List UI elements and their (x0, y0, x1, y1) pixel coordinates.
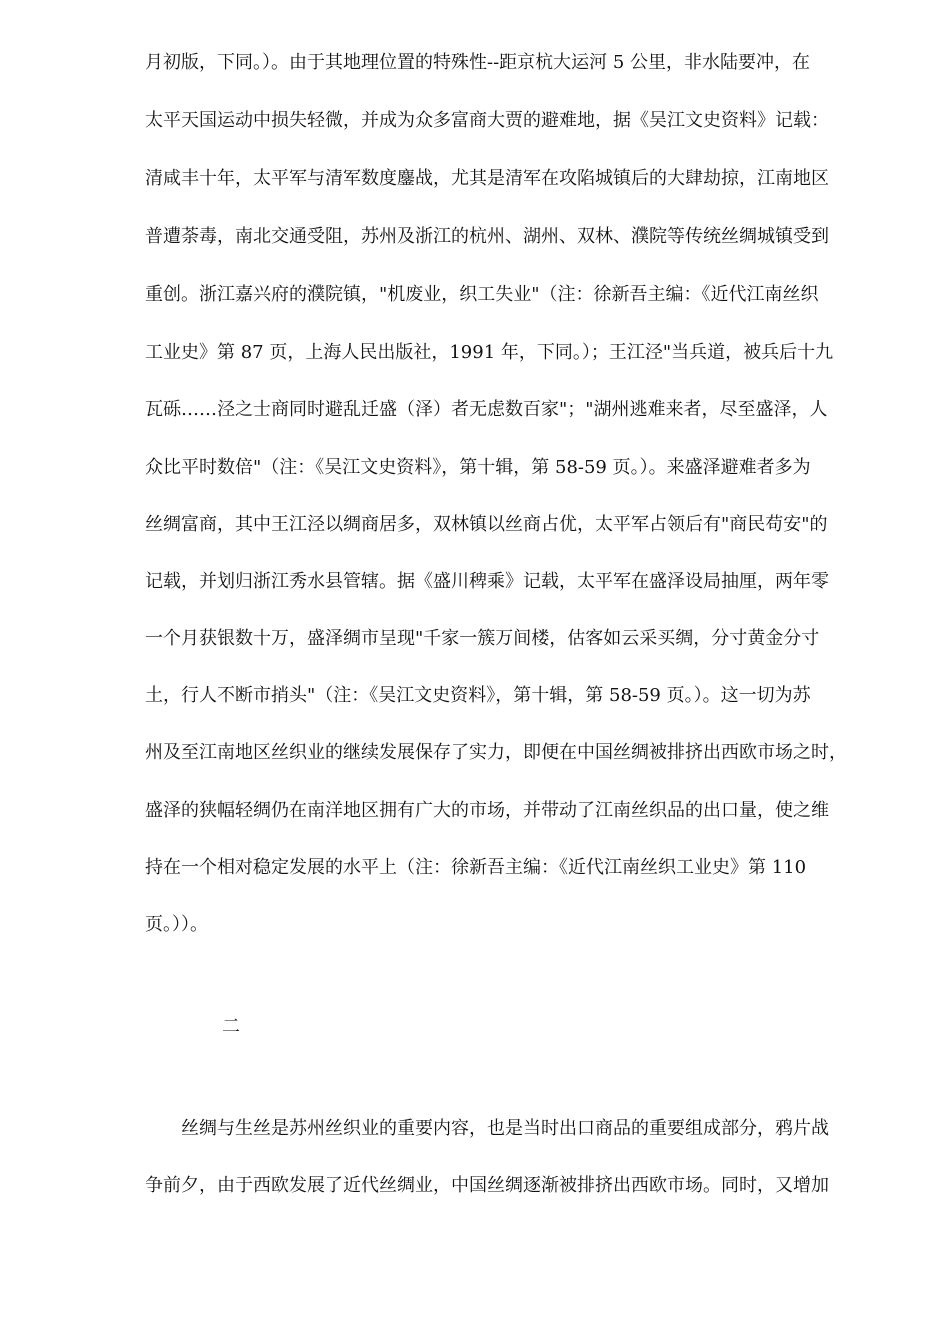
body-text-line: 清咸丰十年，太平军与清军数度鏖战，尤其是清军在攻陷城镇后的大肆劫掠，江南地区 (145, 168, 829, 189)
body-text-line: 工业史》第 87 页，上海人民出版社，1991 年，下同。）；王江泾"当兵道，被兵后十九 (145, 342, 834, 363)
body-text-line: 太平天国运动中损失轻微，并成为众多富商大贾的避难地，据《吴江文史资料》记载： (145, 110, 829, 131)
body-text-line: 土，行人不断市捎头"（注：《吴江文史资料》，第十辑，第 58-59 页。）。这一切为苏 (145, 685, 811, 706)
body-text-line: 普遭荼毒，南北交通受阻，苏州及浙江的杭州、湖州、双林、濮院等传统丝绸城镇受到 (145, 226, 829, 247)
body-text-line: 一个月获银数十万，盛泽绸市呈现"千家一簇万间楼，估客如云采买绸，分寸黄金分寸 (145, 628, 820, 649)
body-text-line: 争前夕，由于西欧发展了近代丝绸业，中国丝绸逐渐被排挤出西欧市场。同时，又增加 (145, 1175, 829, 1196)
body-text-line: 记载，并划归浙江秀水县管辖。据《盛川稗乘》记载，太平军在盛泽设局抽厘，两年零 (145, 571, 829, 592)
body-text-line: 瓦砾……泾之士商同时避乱迁盛（泽）者无虑数百家"；"湖州逃难来者，尽至盛泽，人 (145, 399, 828, 420)
body-text-line: 持在一个相对稳定发展的水平上（注：徐新吾主编：《近代江南丝织工业史》第 110 (145, 857, 807, 878)
body-text-line: 月初版，下同。）。由于其地理位置的特殊性--距京杭大运河 5 公里，非水陆要冲，在 (145, 52, 811, 73)
body-text-line: 盛泽的狭幅轻绸仍在南洋地区拥有广大的市场，并带动了江南丝织品的出口量，使之维 (145, 800, 829, 821)
body-text-line: 州及至江南地区丝织业的继续发展保存了实力，即便在中国丝绸被排挤出西欧市场之时， (145, 742, 847, 763)
body-text-line: 页。））。 (145, 914, 208, 935)
body-text-line: 丝绸富商，其中王江泾以绸商居多，双林镇以丝商占优，太平军占领后有"商民苟安"的 (145, 514, 828, 535)
section-heading: 二 (222, 1016, 240, 1037)
body-text-line: 众比平时数倍"（注：《吴江文史资料》，第十辑，第 58-59 页。）。来盛泽避难者多为 (145, 457, 811, 478)
body-text-line: 重创。浙江嘉兴府的濮院镇，"机废业，织工失业"（注：徐新吾主编：《近代江南丝织 (145, 284, 819, 305)
body-text-line: 丝绸与生丝是苏州丝织业的重要内容，也是当时出口商品的重要组成部分，鸦片战 (181, 1118, 829, 1139)
